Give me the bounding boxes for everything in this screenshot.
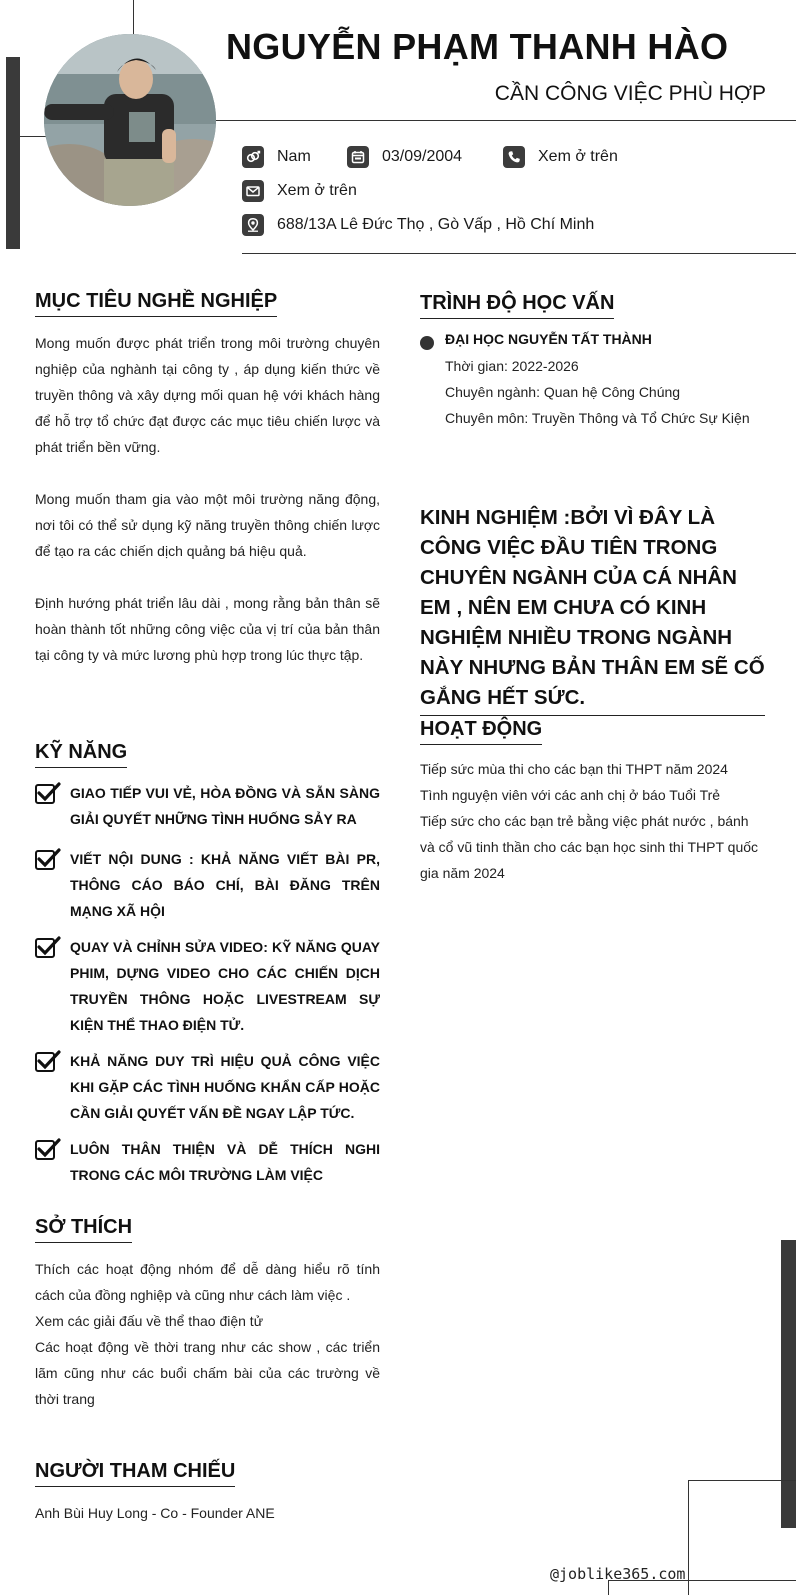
skills-section bbox=[35, 741, 127, 768]
decor-bar-right bbox=[781, 1240, 796, 1528]
objective-section bbox=[35, 290, 277, 317]
checkbox-check-icon bbox=[35, 1138, 61, 1160]
phone-value: Xem ở trên bbox=[538, 148, 618, 165]
education-time: Thời gian: 2022-2026 bbox=[445, 358, 579, 374]
skill-item bbox=[35, 1048, 380, 1126]
avatar bbox=[44, 34, 216, 206]
email-value: Xem ở trên bbox=[277, 182, 357, 199]
checkbox-check-icon bbox=[35, 782, 61, 804]
gender-value: Nam bbox=[277, 148, 311, 165]
contact-address bbox=[242, 214, 594, 236]
activity-item: Tình nguyện viên với các anh chị ở báo Tuổi Trẻ bbox=[420, 787, 721, 803]
objective-heading: MỤC TIÊU NGHỀ NGHIỆP bbox=[35, 290, 277, 317]
activities-heading: HOẠT ĐỘNG bbox=[420, 718, 542, 745]
contact-phone bbox=[503, 146, 618, 168]
bullet-icon bbox=[420, 336, 434, 350]
header-divider bbox=[216, 120, 796, 121]
watermark: @joblike365.com bbox=[550, 1565, 686, 1583]
education-section bbox=[420, 292, 614, 319]
references-heading: NGƯỜI THAM CHIẾU bbox=[35, 1460, 235, 1487]
education-details bbox=[445, 353, 775, 431]
email-icon bbox=[242, 180, 264, 202]
phone-icon bbox=[503, 146, 525, 168]
contact-divider bbox=[242, 253, 796, 254]
checkbox-check-icon bbox=[35, 848, 61, 870]
objective-paragraph-2: Mong muốn tham gia vào một môi trường năng động, nơi tôi có thể sử dụng kỹ năng truyền thông chiến lược để tạo ra các chiến dịch quảng bá hiệu quả. bbox=[35, 491, 380, 559]
candidate-name: NGUYỄN PHẠM THANH HÀO bbox=[226, 26, 729, 67]
education-school: ĐẠI HỌC NGUYỄN TẤT THÀNH bbox=[445, 331, 652, 347]
activities-section bbox=[420, 718, 542, 745]
skills-heading: KỸ NĂNG bbox=[35, 741, 127, 768]
contact-birthday bbox=[347, 146, 462, 168]
references-text: Anh Bùi Huy Long - Co - Founder ANE bbox=[35, 1505, 275, 1521]
skill-text: KHẢ NĂNG DUY TRÌ HIỆU QUẢ CÔNG VIỆC KHI GẶP CÁC TÌNH HUỐNG KHẨN CẤP HOẶC CẦN GIẢI QUYẾT VẤN ĐỀ NGAY LẬP TỨC. bbox=[70, 1053, 380, 1121]
decor-line bbox=[688, 1480, 689, 1595]
hobbies-heading: SỞ THÍCH bbox=[35, 1216, 132, 1243]
calendar-icon bbox=[347, 146, 369, 168]
activities-list bbox=[420, 756, 766, 886]
address-value: 688/13A Lê Đức Thọ , Gò Vấp , Hồ Chí Minh bbox=[277, 216, 595, 233]
skill-item bbox=[35, 1136, 380, 1188]
hobby-text-2: Xem các giải đấu về thể thao điện tử bbox=[35, 1313, 264, 1329]
skill-text: QUAY VÀ CHỈNH SỬA VIDEO: KỸ NĂNG QUAY PHIM, DỰNG VIDEO CHO CÁC CHIẾN DỊCH TRUYỀN THÔNG HOẶC LIVESTREAM SỰ KIỆN THỂ THAO ĐIỆN TỬ. bbox=[70, 939, 380, 1033]
hobbies-section bbox=[35, 1216, 132, 1243]
birthday-value: 03/09/2004 bbox=[382, 148, 463, 165]
decor-line bbox=[688, 1480, 796, 1481]
job-title: CẦN CÔNG VIỆC PHÙ HỢP bbox=[494, 82, 766, 105]
hobby-text-3: Các hoạt động về thời trang như các show , các triển lãm cũng như các buổi chấm bài của các trường về thời trang bbox=[35, 1339, 380, 1407]
skill-item bbox=[35, 934, 380, 1038]
objective-paragraph-3: Định hướng phát triển lâu dài , mong rằng bản thân sẽ hoàn thành tốt những công việc của vị trí của bản thân tại công ty và mức lương phù hợp trong lúc thực tập. bbox=[35, 595, 380, 663]
hobby-text-1: Thích các hoạt động nhóm để dễ dàng hiểu rõ tính cách của đồng nghiệp và cũng như cách làm việc . bbox=[35, 1261, 380, 1303]
education-specialty: Chuyên môn: Truyền Thông và Tổ Chức Sự Kiện bbox=[445, 410, 750, 426]
objective-paragraph-1: Mong muốn được phát triển trong môi trường chuyên nghiệp của nghành tại công ty , áp dụng kiến thức về truyền thông và xây dựng mối quan hệ với khách hàng để hỗ trợ tổ chức đạt được các mục tiêu chiến lược và phát triển bền vững. bbox=[35, 335, 380, 455]
skill-text: VIẾT NỘI DUNG : KHẢ NĂNG VIẾT BÀI PR, THÔNG CÁO BÁO CHÍ, BÀI ĐĂNG TRÊN MẠNG XÃ HỘI bbox=[70, 851, 380, 919]
skill-item bbox=[35, 846, 380, 924]
skill-item bbox=[35, 780, 380, 832]
gender-icon bbox=[242, 146, 264, 168]
decor-line bbox=[133, 0, 134, 36]
skill-text: GIAO TIẾP VUI VẺ, HÒA ĐỒNG VÀ SẴN SÀNG GIẢI QUYẾT NHỮNG TÌNH HUỐNG SẢY RA bbox=[70, 785, 380, 827]
decor-line bbox=[20, 136, 46, 137]
experience-text: KINH NGHIỆM :BỞI VÌ ĐÂY LÀ CÔNG VIỆC ĐẦU TIÊN TRONG CHUYÊN NGÀNH CỦA CÁ NHÂN EM , NÊN EM CHƯA CÓ KINH NGHIỆM NHIỀU TRONG NGÀNH NÀY NHƯNG BẢN THÂN EM SẼ CỐ GẮNG HẾT SỨC. bbox=[420, 503, 765, 716]
contact-email bbox=[242, 180, 357, 202]
activity-item: Tiếp sức cho các bạn trẻ bằng việc phát nước , bánh và cổ vũ tinh thần cho các bạn học sinh thi THPT quốc gia năm 2024 bbox=[420, 813, 759, 881]
references-section bbox=[35, 1460, 235, 1487]
education-heading: TRÌNH ĐỘ HỌC VẤN bbox=[420, 292, 614, 319]
decor-bar-left bbox=[6, 57, 20, 249]
location-icon bbox=[242, 214, 264, 236]
checkbox-check-icon bbox=[35, 1050, 61, 1072]
activity-item: Tiếp sức mùa thi cho các bạn thi THPT năm 2024 bbox=[420, 761, 728, 777]
skill-text: LUÔN THÂN THIỆN VÀ DỄ THÍCH NGHI TRONG CÁC MÔI TRƯỜNG LÀM VIỆC bbox=[70, 1141, 380, 1183]
education-major: Chuyên ngành: Quan hệ Công Chúng bbox=[445, 384, 681, 400]
checkbox-check-icon bbox=[35, 936, 61, 958]
contact-gender bbox=[242, 146, 311, 168]
